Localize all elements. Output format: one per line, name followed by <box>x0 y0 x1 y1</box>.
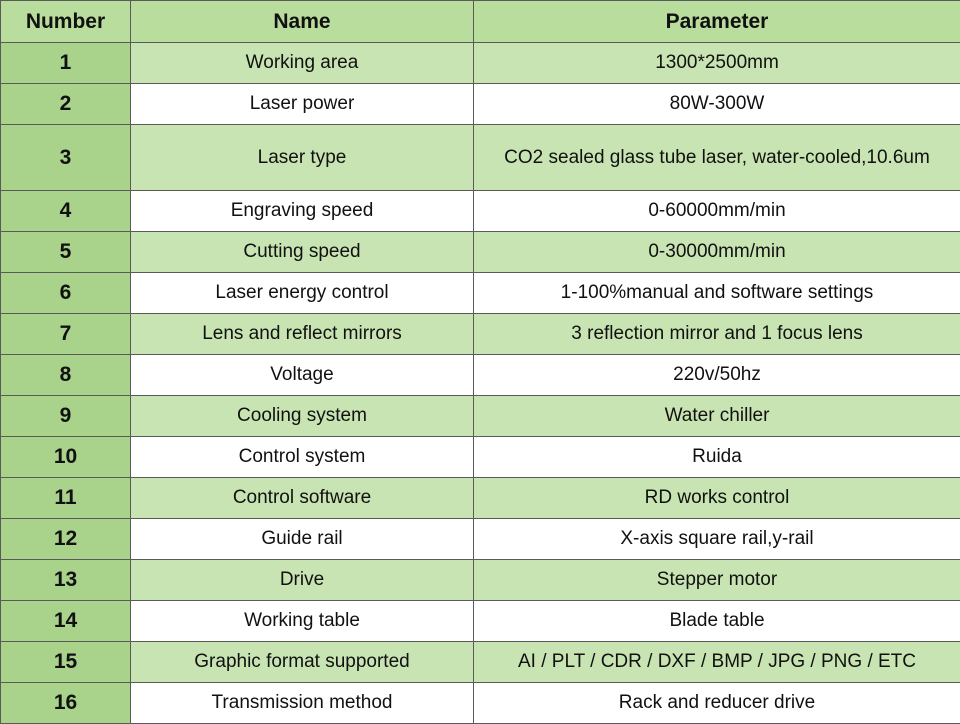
row-parameter: 220v/50hz <box>474 355 960 396</box>
table-row <box>1 601 960 642</box>
table-row <box>1 43 960 84</box>
table-row <box>1 396 960 437</box>
row-parameter: 0-60000mm/min <box>474 191 960 232</box>
row-parameter: 0-30000mm/min <box>474 232 960 273</box>
row-name: Lens and reflect mirrors <box>131 314 474 355</box>
row-parameter: Ruida <box>474 437 960 478</box>
table-row <box>1 84 960 125</box>
row-number: 10 <box>1 437 131 478</box>
row-number: 7 <box>1 314 131 355</box>
table-row <box>1 437 960 478</box>
row-name: Control system <box>131 437 474 478</box>
row-name: Transmission method <box>131 683 474 724</box>
row-name: Laser power <box>131 84 474 125</box>
row-parameter: Stepper motor <box>474 560 960 601</box>
row-name: Drive <box>131 560 474 601</box>
table-body <box>1 43 960 724</box>
table-row <box>1 125 960 191</box>
row-number: 8 <box>1 355 131 396</box>
row-parameter: X-axis square rail,y-rail <box>474 519 960 560</box>
row-number: 2 <box>1 84 131 125</box>
row-parameter: 80W-300W <box>474 84 960 125</box>
table-row <box>1 683 960 724</box>
table-row <box>1 191 960 232</box>
row-parameter: Rack and reducer drive <box>474 683 960 724</box>
row-name: Cutting speed <box>131 232 474 273</box>
row-name: Graphic format supported <box>131 642 474 683</box>
row-number: 1 <box>1 43 131 84</box>
header-name: Name <box>131 1 474 43</box>
row-name: Engraving speed <box>131 191 474 232</box>
header-number: Number <box>1 1 131 43</box>
table-row <box>1 519 960 560</box>
row-name: Guide rail <box>131 519 474 560</box>
row-number: 4 <box>1 191 131 232</box>
row-number: 15 <box>1 642 131 683</box>
row-parameter: 1-100%manual and software settings <box>474 273 960 314</box>
row-number: 9 <box>1 396 131 437</box>
row-number: 11 <box>1 478 131 519</box>
row-number: 13 <box>1 560 131 601</box>
row-name: Working area <box>131 43 474 84</box>
row-name: Laser type <box>131 125 474 191</box>
header-parameter: Parameter <box>474 1 960 43</box>
row-number: 16 <box>1 683 131 724</box>
row-parameter: AI / PLT / CDR / DXF / BMP / JPG / PNG / ETC <box>474 642 960 683</box>
row-parameter: 1300*2500mm <box>474 43 960 84</box>
table-row <box>1 273 960 314</box>
row-name: Voltage <box>131 355 474 396</box>
table-row <box>1 232 960 273</box>
row-parameter: 3 reflection mirror and 1 focus lens <box>474 314 960 355</box>
table-row <box>1 478 960 519</box>
table-row <box>1 355 960 396</box>
table-header-row <box>1 1 960 43</box>
row-name: Cooling system <box>131 396 474 437</box>
table-row <box>1 314 960 355</box>
row-name: Working table <box>131 601 474 642</box>
row-parameter: Blade table <box>474 601 960 642</box>
row-name: Control software <box>131 478 474 519</box>
row-name: Laser energy control <box>131 273 474 314</box>
row-parameter: CO2 sealed glass tube laser, water-cooled,10.6um <box>474 125 960 191</box>
row-number: 6 <box>1 273 131 314</box>
row-number: 5 <box>1 232 131 273</box>
table-row <box>1 642 960 683</box>
row-number: 12 <box>1 519 131 560</box>
table-row <box>1 560 960 601</box>
row-number: 3 <box>1 125 131 191</box>
row-parameter: RD works control <box>474 478 960 519</box>
row-parameter: Water chiller <box>474 396 960 437</box>
row-number: 14 <box>1 601 131 642</box>
